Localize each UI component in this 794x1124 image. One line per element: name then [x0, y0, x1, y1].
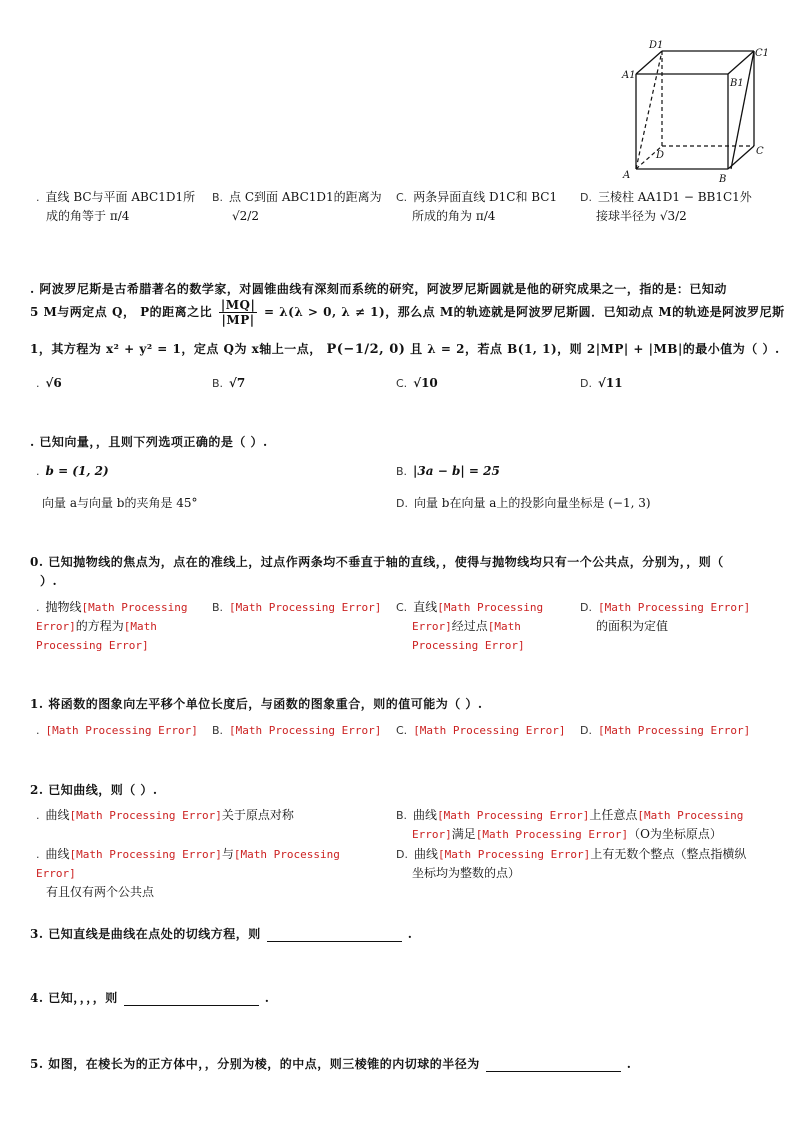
- q12-option-b[interactable]: B. [Math Processing Error]: [212, 724, 382, 737]
- q9-option-d[interactable]: D. √11: [580, 376, 623, 390]
- label-A1: A1: [622, 70, 636, 81]
- q9-option-c[interactable]: C. √10: [396, 376, 438, 390]
- q15-answer-blank[interactable]: [124, 993, 259, 1006]
- q16-answer-blank[interactable]: [486, 1059, 621, 1072]
- cube-figure: [618, 36, 794, 186]
- q9-option-a[interactable]: . √6: [36, 376, 62, 390]
- q11-option-c[interactable]: C. 直线[Math Processing Error]经过点[Math Processing Error]: [396, 600, 544, 652]
- q9-stem-line1: . 阿波罗尼斯是古希腊著名的数学家，对圆锥曲线有深刻而系统的研究，阿波罗尼斯圆就是他的研究成果之一，指的是：已知动: [30, 282, 727, 296]
- q9-stem-line3: 1，其方程为 x² + y² = 1，定点 Q为 x轴上一点， P(−1/2, 0) 且 λ = 2，若点 B(1, 1)，则 2|MP| + |MB|的最小值为（ ）.: [30, 342, 780, 357]
- q10-option-d[interactable]: D. 向量 b在向量 a上的投影向量坐标是 (−1, 3): [396, 496, 651, 510]
- q13-stem: 2. 已知曲线，则（ ）.: [30, 783, 158, 797]
- q13-option-c[interactable]: . 曲线[Math Processing Error]与[Math Processing Error] 有且仅有两个公共点: [36, 847, 340, 899]
- q14-answer-blank[interactable]: [267, 929, 402, 942]
- q13-option-a[interactable]: . 曲线[Math Processing Error]关于原点对称: [36, 808, 294, 822]
- q8-option-d[interactable]: D. 三棱柱 AA1D1 − BB1C1外 接球半径为 √3/2: [580, 190, 752, 223]
- q12-option-c[interactable]: C. [Math Processing Error]: [396, 724, 566, 737]
- q11-option-b[interactable]: B. [Math Processing Error]: [212, 601, 382, 614]
- q10-option-c[interactable]: 向量 a与向量 b的夹角是 45°: [42, 496, 198, 510]
- q8-option-b[interactable]: B. 点 C到面 ABC1D1的距离为 √2/2: [212, 190, 382, 223]
- label-C1: C1: [755, 48, 770, 59]
- label-C: C: [756, 146, 764, 157]
- q11-stem-line1: 0. 已知抛物线的焦点为，点在的准线上，过点作两条均不垂直于轴的直线，，使得与抛物线均只有一个公共点，分别为，，则（: [30, 555, 724, 569]
- label-B1: B1: [730, 78, 744, 89]
- label-B: B: [719, 174, 727, 185]
- q8-option-a[interactable]: . 直线 BC与平面 ABC1D1所 成的角等于 π/4: [36, 190, 196, 223]
- q14-stem: 3. 已知直线是曲线在点处的切线方程，则 .: [30, 927, 413, 941]
- q9-option-b[interactable]: B. √7: [212, 376, 246, 390]
- label-D: D: [656, 150, 665, 161]
- q8-option-c[interactable]: C. 两条异面直线 D1C和 BC1 所成的角为 π/4: [396, 190, 558, 223]
- q12-option-a[interactable]: . [Math Processing Error]: [36, 724, 198, 737]
- q10-option-a[interactable]: . b = (1, 2): [36, 464, 109, 478]
- q11-option-d[interactable]: D. [Math Processing Error] 的面积为定值: [580, 601, 751, 633]
- label-D1: D1: [649, 40, 664, 51]
- q11-stem-line2: ）.: [40, 574, 58, 588]
- q9-ratio-fraction: $\frac{|MQ|}{|MP|}$: [220, 298, 256, 327]
- q11-option-a[interactable]: . 抛物线[Math Processing Error]的方程为[Math Processing Error]: [36, 600, 188, 652]
- q10-stem: . 已知向量，，且则下列选项正确的是（ ）.: [30, 435, 268, 449]
- q9-stem-line2: 5 M与两定点 Q， P的距离之比 $\frac{|MQ|}{|MP|}$ = λ(λ > 0, λ ≠ 1)，那么点 M的轨迹就是阿波罗尼斯圆．已知动点 M的轨迹是阿波罗尼斯: [30, 298, 785, 327]
- q12-option-d[interactable]: D. [Math Processing Error]: [580, 724, 751, 737]
- q13-option-b[interactable]: B. 曲线[Math Processing Error]上任意点[Math Processing Error]满足[Math Processing Error]（O为坐标原点）: [396, 808, 744, 841]
- q13-option-d[interactable]: D. 曲线[Math Processing Error]上有无数个整点（整点指横纵 坐标均为整数的点）: [396, 847, 747, 880]
- q16-stem: 5. 如图，在棱长为的正方体中，，分别为棱，的中点，则三棱锥的内切球的半径为 .: [30, 1057, 632, 1071]
- q12-stem: 1. 将函数的图象向左平移个单位长度后，与函数的图象重合，则的值可能为（ ）.: [30, 697, 483, 711]
- q15-stem: 4. 已知，，，，则 .: [30, 991, 270, 1005]
- label-A: A: [623, 170, 631, 181]
- q10-option-b[interactable]: B. |3a − b| = 25: [396, 464, 500, 478]
